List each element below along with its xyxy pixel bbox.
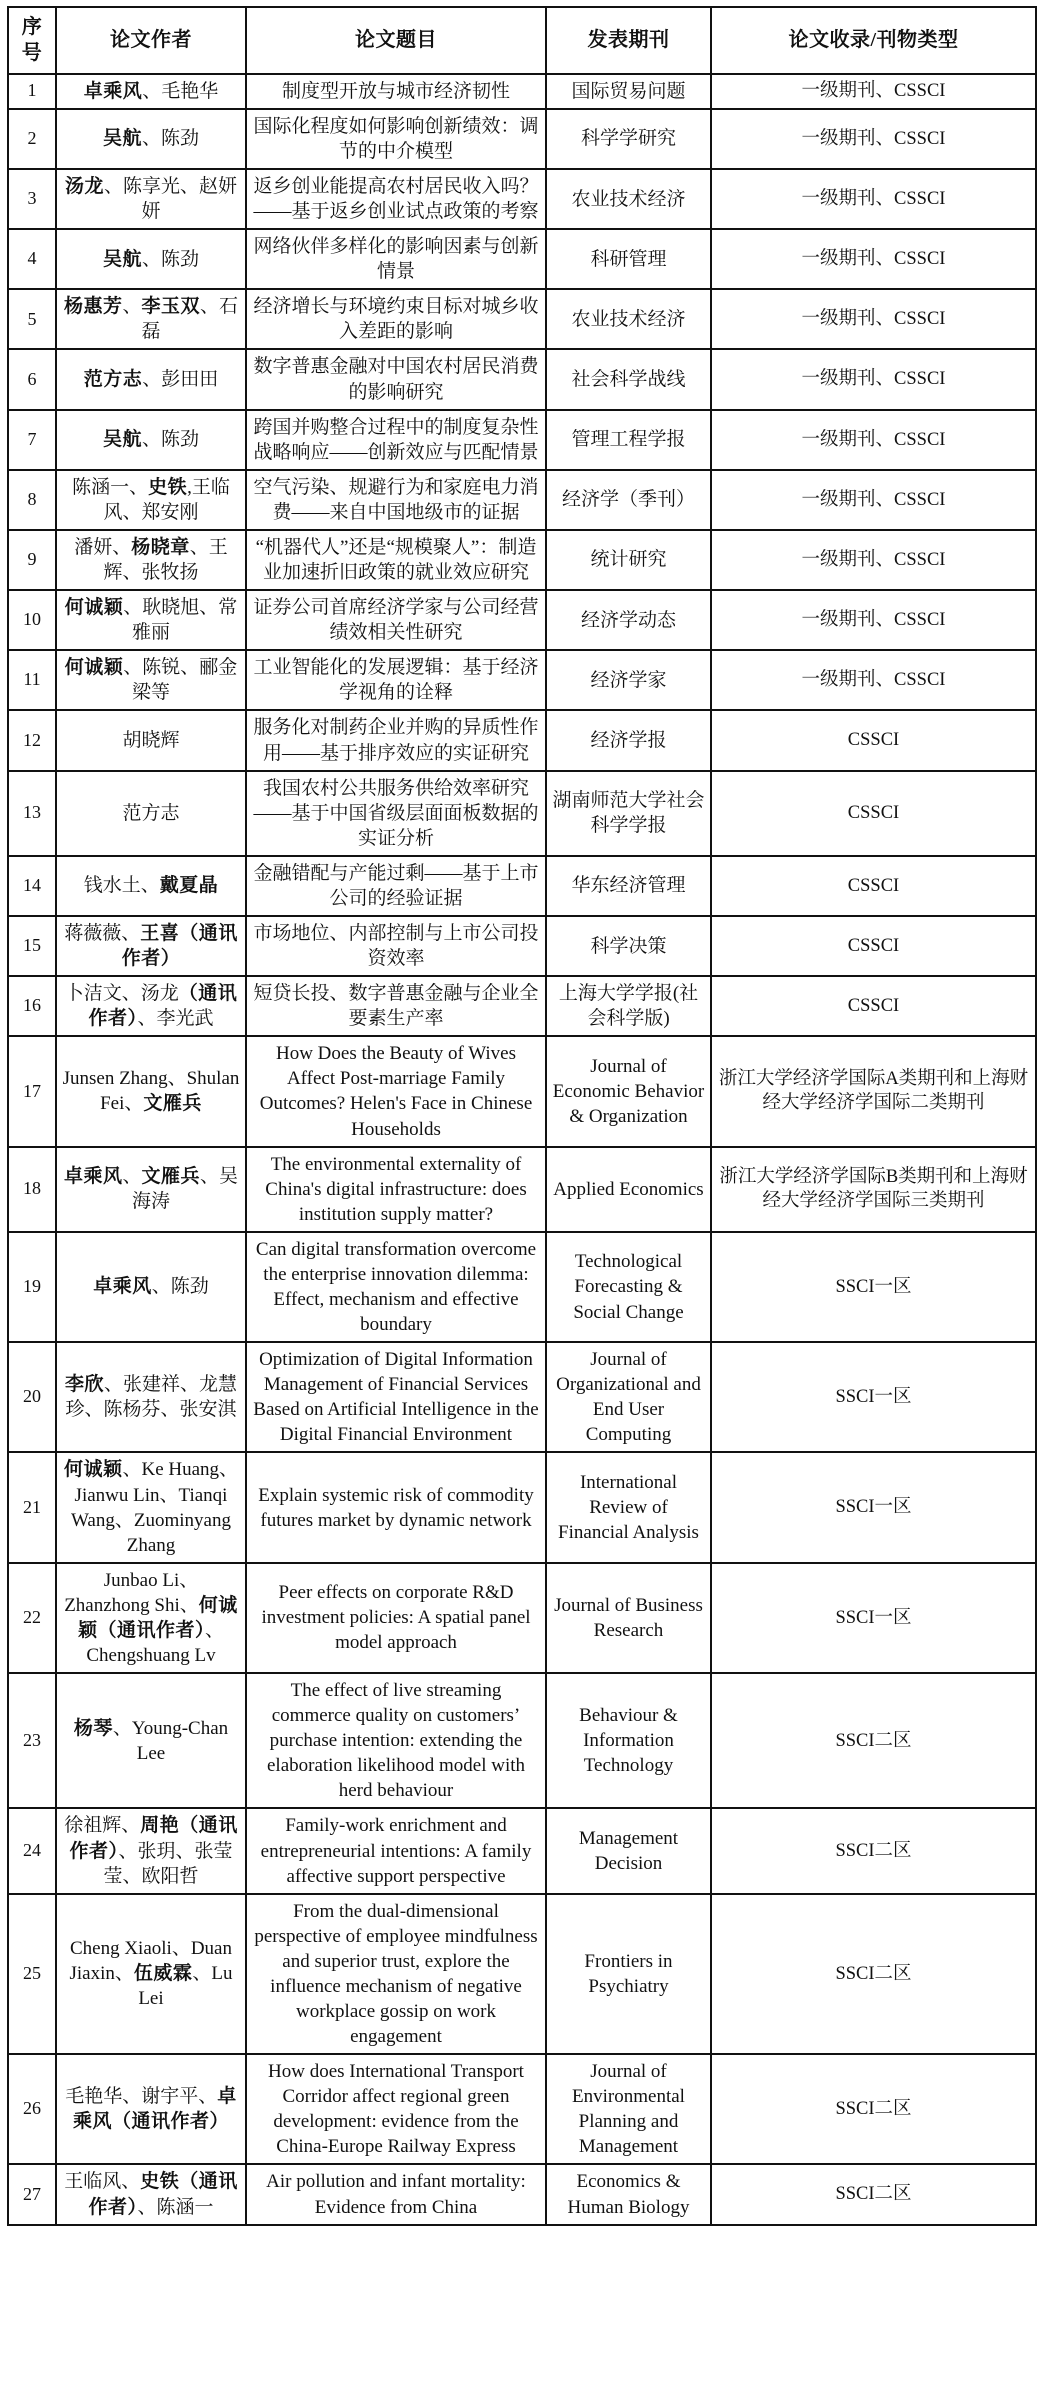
author-name: 、陈劲 (142, 128, 200, 150)
table-row (8, 289, 1036, 349)
author-name-highlighted: 杨琴 (73, 1717, 113, 1739)
title-cell: How Does the Beauty of Wives Affect Post-marriage Family Outcomes? Helen's Face in Chinese Households (246, 1036, 546, 1146)
author-name-highlighted: 卓乘风（通讯作者） (72, 2086, 237, 2133)
header-title: 论文题目 (246, 7, 546, 74)
authors-cell (56, 169, 246, 229)
table-row (8, 349, 1036, 409)
title-cell: The effect of live streaming commerce quality on customers’ purchase intention: extending the elaboration likelihood model with herd behaviour (246, 1673, 546, 1808)
row-number-cell: 17 (8, 1036, 56, 1146)
title-cell: 数字普惠金融对中国农村居民消费的影响研究 (246, 349, 546, 409)
authors-cell (56, 771, 246, 856)
authors-cell (56, 650, 246, 710)
author-name: Junbao Li、Zhanzhong Shi、 (64, 1569, 199, 1616)
author-name: 、陈享光、赵妍妍 (104, 176, 238, 223)
author-name: 、陈劲 (142, 429, 200, 451)
author-name: 、Ke Huang、Jianwu Lin、Tianqi Wang、Zuominyang Zhang (71, 1459, 239, 1556)
table-row (8, 650, 1036, 710)
table-row (8, 1232, 1036, 1342)
type-cell: 一级期刊、CSSCI (711, 590, 1036, 650)
author-name-highlighted: 汤龙 (64, 176, 104, 198)
type-cell: 一级期刊、CSSCI (711, 74, 1036, 109)
table-row (8, 530, 1036, 590)
publications-table (7, 6, 1037, 2226)
type-cell: CSSCI (711, 916, 1036, 976)
journal-cell: 管理工程学报 (546, 410, 711, 470)
table-row (8, 1342, 1036, 1452)
author-name-highlighted: 周艳（通讯作者） (69, 1815, 238, 1862)
author-name: 、Lu Lei (138, 1963, 233, 2010)
author-name-highlighted: （通讯作者） (88, 983, 238, 1030)
row-number-cell: 2 (8, 109, 56, 169)
author-name-highlighted: 卓乘风 (93, 1276, 152, 1298)
type-cell: 浙江大学经济学国际B类期刊和上海财经大学经济学国际三类期刊 (711, 1147, 1036, 1232)
author-name: 、彭田田 (142, 369, 219, 391)
table-row (8, 771, 1036, 856)
author-name-highlighted: 何诚颖 (64, 657, 124, 679)
authors-cell (56, 229, 246, 289)
journal-cell: 科学决策 (546, 916, 711, 976)
title-cell: Can digital transformation overcome the enterprise innovation dilemma: Effect, mechanism and effective boundary (246, 1232, 546, 1342)
type-cell: SSCI一区 (711, 1563, 1036, 1673)
author-name-highlighted: 吴航 (102, 429, 142, 451)
authors-cell (56, 856, 246, 916)
title-cell: 网络伙伴多样化的影响因素与创新情景 (246, 229, 546, 289)
authors-cell (56, 2054, 246, 2164)
authors-cell (56, 1452, 246, 1562)
table-row (8, 1894, 1036, 2054)
journal-cell: Journal of Business Research (546, 1563, 711, 1673)
type-cell: 一级期刊、CSSCI (711, 530, 1036, 590)
journal-cell: 经济学动态 (546, 590, 711, 650)
author-name: 、 (122, 1166, 142, 1188)
table-row (8, 590, 1036, 650)
author-name-highlighted: 杨晓章 (131, 536, 190, 558)
authors-cell (56, 109, 246, 169)
type-cell: 一级期刊、CSSCI (711, 349, 1036, 409)
table-row (8, 710, 1036, 770)
title-cell: 我国农村公共服务供给效率研究——基于中国省级层面面板数据的实证分析 (246, 771, 546, 856)
author-name-highlighted: 卓乘风 (83, 80, 143, 102)
author-name: 蒋薇薇、 (64, 922, 141, 944)
row-number-cell: 26 (8, 2054, 56, 2164)
table-row (8, 109, 1036, 169)
authors-cell (56, 349, 246, 409)
journal-cell: International Review of Financial Analysis (546, 1452, 711, 1562)
authors-cell (56, 916, 246, 976)
table-row (8, 74, 1036, 109)
type-cell: SSCI二区 (711, 2054, 1036, 2164)
row-number-cell: 5 (8, 289, 56, 349)
author-name: 徐祖辉、 (64, 1815, 141, 1837)
author-name: 、李光武 (137, 1008, 214, 1030)
title-cell: 制度型开放与城市经济韧性 (246, 74, 546, 109)
author-name-highlighted: 何诚颖 (64, 597, 124, 619)
type-cell: 一级期刊、CSSCI (711, 289, 1036, 349)
author-name: 、Chengshuang Lv (86, 1619, 225, 1666)
author-name: 、陈锐、郦金梁等 (123, 657, 238, 704)
authors-cell (56, 1673, 246, 1808)
author-name: 、张玥、张莹莹、欧阳哲 (103, 1840, 233, 1887)
authors-cell (56, 1808, 246, 1893)
journal-cell: Economics & Human Biology (546, 2164, 711, 2224)
row-number-cell: 21 (8, 1452, 56, 1562)
author-name: 胡晓辉 (122, 729, 180, 751)
title-cell: Optimization of Digital Information Management of Financial Services Based on Artificial Intelligence in the Digital Financial Environment (246, 1342, 546, 1452)
table-row (8, 856, 1036, 916)
row-number-cell: 3 (8, 169, 56, 229)
type-cell: SSCI二区 (711, 1808, 1036, 1893)
author-name: ,王临风、郑安刚 (103, 476, 230, 523)
journal-cell: Applied Economics (546, 1147, 711, 1232)
header-authors: 论文作者 (56, 7, 246, 74)
author-name: 钱水土、 (83, 875, 160, 897)
row-number-cell: 16 (8, 976, 56, 1036)
row-number-cell: 14 (8, 856, 56, 916)
header-type: 论文收录/刊物类型 (711, 7, 1036, 74)
row-number-cell: 23 (8, 1673, 56, 1808)
authors-cell (56, 530, 246, 590)
authors-cell (56, 74, 246, 109)
author-name: 、耿晓旭、常雅丽 (123, 597, 238, 644)
journal-cell: Journal of Economic Behavior & Organization (546, 1036, 711, 1146)
authors-cell (56, 976, 246, 1036)
journal-cell: 社会科学战线 (546, 349, 711, 409)
table-row (8, 1808, 1036, 1893)
journal-cell: 华东经济管理 (546, 856, 711, 916)
author-name-highlighted: 吴航 (102, 248, 142, 270)
type-cell: SSCI二区 (711, 2164, 1036, 2224)
row-number-cell: 25 (8, 1894, 56, 2054)
author-name-highlighted: 杨惠芳 (63, 296, 123, 318)
author-name: 、Young-Chan Lee (112, 1717, 229, 1764)
title-cell: “机器代人”还是“规模聚人”：制造业加速折旧政策的就业效应研究 (246, 530, 546, 590)
type-cell: 一级期刊、CSSCI (711, 470, 1036, 530)
authors-cell (56, 1232, 246, 1342)
title-cell: From the dual-dimensional perspective of employee mindfulness and superior trust, explore the influence mechanism of negative workplace gossip on work engagement (246, 1894, 546, 2054)
row-number-cell: 12 (8, 710, 56, 770)
type-cell: CSSCI (711, 710, 1036, 770)
journal-cell: 统计研究 (546, 530, 711, 590)
table-row (8, 916, 1036, 976)
author-name: Cheng Xiaoli、Duan Jiaxin、 (69, 1938, 232, 1985)
title-cell: 跨国并购整合过程中的制度复杂性战略响应——创新效应与匹配情景 (246, 410, 546, 470)
authors-cell (56, 2164, 246, 2224)
author-name-highlighted: 文雁兵 (141, 1166, 201, 1188)
row-number-cell: 8 (8, 470, 56, 530)
author-name: 范方志 (122, 802, 180, 824)
row-number-cell: 9 (8, 530, 56, 590)
author-name-highlighted: 史铁（通讯作者） (88, 2171, 238, 2218)
type-cell: 一级期刊、CSSCI (711, 109, 1036, 169)
journal-cell: Journal of Organizational and End User Computing (546, 1342, 711, 1452)
title-cell: 金融错配与产能过剩——基于上市公司的经验证据 (246, 856, 546, 916)
row-number-cell: 27 (8, 2164, 56, 2224)
type-cell: CSSCI (711, 976, 1036, 1036)
author-name-highlighted: 何诚颖 (63, 1459, 123, 1481)
authors-cell (56, 590, 246, 650)
title-cell: 工业智能化的发展逻辑：基于经济学视角的诠释 (246, 650, 546, 710)
type-cell: SSCI一区 (711, 1342, 1036, 1452)
type-cell: SSCI一区 (711, 1232, 1036, 1342)
type-cell: SSCI二区 (711, 1894, 1036, 2054)
title-cell: 服务化对制药企业并购的异质性作用——基于排序效应的实证研究 (246, 710, 546, 770)
type-cell: CSSCI (711, 856, 1036, 916)
title-cell: Family-work enrichment and entrepreneurial intentions: A family affective support perspective (246, 1808, 546, 1893)
author-name: 、陈涵一 (137, 2196, 214, 2218)
journal-cell: Frontiers in Psychiatry (546, 1894, 711, 2054)
table-body (8, 74, 1036, 2225)
row-number-cell: 22 (8, 1563, 56, 1673)
title-cell: 返乡创业能提高农村居民收入吗？——基于返乡创业试点政策的考察 (246, 169, 546, 229)
row-number-cell: 1 (8, 74, 56, 109)
authors-cell (56, 289, 246, 349)
row-number-cell: 10 (8, 590, 56, 650)
author-name-highlighted: 李玉双 (141, 296, 201, 318)
title-cell: 短贷长投、数字普惠金融与企业全要素生产率 (246, 976, 546, 1036)
author-name-highlighted: 范方志 (83, 369, 143, 391)
author-name: 、吴海涛 (131, 1166, 239, 1213)
table-row (8, 1673, 1036, 1808)
journal-cell: 科研管理 (546, 229, 711, 289)
author-name-highlighted: 伍威霖 (133, 1963, 193, 1985)
author-name-highlighted: 何诚颖（通讯作者） (77, 1594, 238, 1641)
author-name: Junsen Zhang、Shulan Fei、 (62, 1068, 240, 1115)
table-row (8, 1452, 1036, 1562)
authors-cell (56, 1894, 246, 2054)
author-name: 、毛艳华 (142, 80, 219, 102)
authors-cell (56, 1147, 246, 1232)
journal-cell: Behaviour & Information Technology (546, 1673, 711, 1808)
author-name-highlighted: 李欣 (64, 1374, 104, 1396)
row-number-cell: 4 (8, 229, 56, 289)
author-name: 毛艳华、谢宇平、 (65, 2086, 218, 2108)
author-name-highlighted: 王喜（通讯作者） (121, 922, 238, 970)
journal-cell: 湖南师范大学社会科学学报 (546, 771, 711, 856)
authors-cell (56, 1563, 246, 1673)
journal-cell: 国际贸易问题 (546, 74, 711, 109)
header-number: 序号 (8, 7, 56, 74)
header-journal: 发表期刊 (546, 7, 711, 74)
table-row (8, 1147, 1036, 1232)
table-row (8, 169, 1036, 229)
author-name: 、王辉、张牧扬 (103, 536, 228, 584)
journal-cell: Journal of Environmental Planning and Management (546, 2054, 711, 2164)
author-name: 、陈劲 (142, 248, 200, 270)
table-row (8, 410, 1036, 470)
title-cell: Peer effects on corporate R&D investment policies: A spatial panel model approach (246, 1563, 546, 1673)
type-cell: 一级期刊、CSSCI (711, 650, 1036, 710)
authors-cell (56, 1036, 246, 1146)
author-name: 卜洁文、汤龙 (64, 983, 179, 1005)
author-name: 陈涵一、 (72, 476, 149, 498)
row-number-cell: 11 (8, 650, 56, 710)
title-cell: How does International Transport Corridor affect regional green development: evidence from the China-Europe Railway Express (246, 2054, 546, 2164)
authors-cell (56, 1342, 246, 1452)
header-row (8, 7, 1036, 74)
journal-cell: 上海大学学报(社会科学版) (546, 976, 711, 1036)
title-cell: 经济增长与环境约束目标对城乡收入差距的影响 (246, 289, 546, 349)
type-cell: SSCI一区 (711, 1452, 1036, 1562)
table-header (8, 7, 1036, 74)
journal-cell: Management Decision (546, 1808, 711, 1893)
journal-cell: 农业技术经济 (546, 169, 711, 229)
author-name-highlighted: 卓乘风 (63, 1166, 123, 1188)
type-cell: 一级期刊、CSSCI (711, 410, 1036, 470)
author-name: 、张建祥、龙慧珍、陈杨芬、张安淇 (65, 1374, 238, 1421)
title-cell: 国际化程度如何影响创新绩效：调节的中介模型 (246, 109, 546, 169)
row-number-cell: 6 (8, 349, 56, 409)
title-cell: The environmental externality of China's digital infrastructure: does institution supply matter? (246, 1147, 546, 1232)
journal-cell: 经济学报 (546, 710, 711, 770)
row-number-cell: 20 (8, 1342, 56, 1452)
author-name: 、陈劲 (151, 1276, 209, 1298)
title-cell: 空气污染、规避行为和家庭电力消费——来自中国地级市的证据 (246, 470, 546, 530)
type-cell: CSSCI (711, 771, 1036, 856)
author-name: 、石磊 (141, 296, 239, 343)
journal-cell: 科学学研究 (546, 109, 711, 169)
type-cell: SSCI二区 (711, 1673, 1036, 1808)
row-number-cell: 24 (8, 1808, 56, 1893)
row-number-cell: 19 (8, 1232, 56, 1342)
author-name: 、 (122, 296, 142, 318)
authors-cell (56, 470, 246, 530)
author-name-highlighted: 戴夏晶 (159, 875, 219, 897)
table-row (8, 229, 1036, 289)
type-cell: 一级期刊、CSSCI (711, 169, 1036, 229)
row-number-cell: 13 (8, 771, 56, 856)
journal-cell: 经济学（季刊） (546, 470, 711, 530)
table-row (8, 2164, 1036, 2224)
authors-cell (56, 410, 246, 470)
row-number-cell: 18 (8, 1147, 56, 1232)
type-cell: 浙江大学经济学国际A类期刊和上海财经大学经济学国际二类期刊 (711, 1036, 1036, 1146)
table-row (8, 470, 1036, 530)
journal-cell: 经济学家 (546, 650, 711, 710)
author-name-highlighted: 史铁 (148, 476, 188, 498)
title-cell: Air pollution and infant mortality: Evidence from China (246, 2164, 546, 2224)
type-cell: 一级期刊、CSSCI (711, 229, 1036, 289)
title-cell: 市场地位、内部控制与上市公司投资效率 (246, 916, 546, 976)
table-row (8, 1563, 1036, 1673)
journal-cell: Technological Forecasting & Social Change (546, 1232, 711, 1342)
author-name: 潘妍、 (74, 536, 132, 558)
table-row (8, 2054, 1036, 2164)
row-number-cell: 15 (8, 916, 56, 976)
journal-cell: 农业技术经济 (546, 289, 711, 349)
author-name: 王临风、 (64, 2171, 141, 2193)
author-name-highlighted: 吴航 (102, 128, 142, 150)
title-cell: 证券公司首席经济学家与公司经营绩效相关性研究 (246, 590, 546, 650)
row-number-cell: 7 (8, 410, 56, 470)
title-cell: Explain systemic risk of commodity futures market by dynamic network (246, 1452, 546, 1562)
author-name-highlighted: 文雁兵 (143, 1093, 202, 1115)
authors-cell (56, 710, 246, 770)
table-row (8, 1036, 1036, 1146)
table-row (8, 976, 1036, 1036)
